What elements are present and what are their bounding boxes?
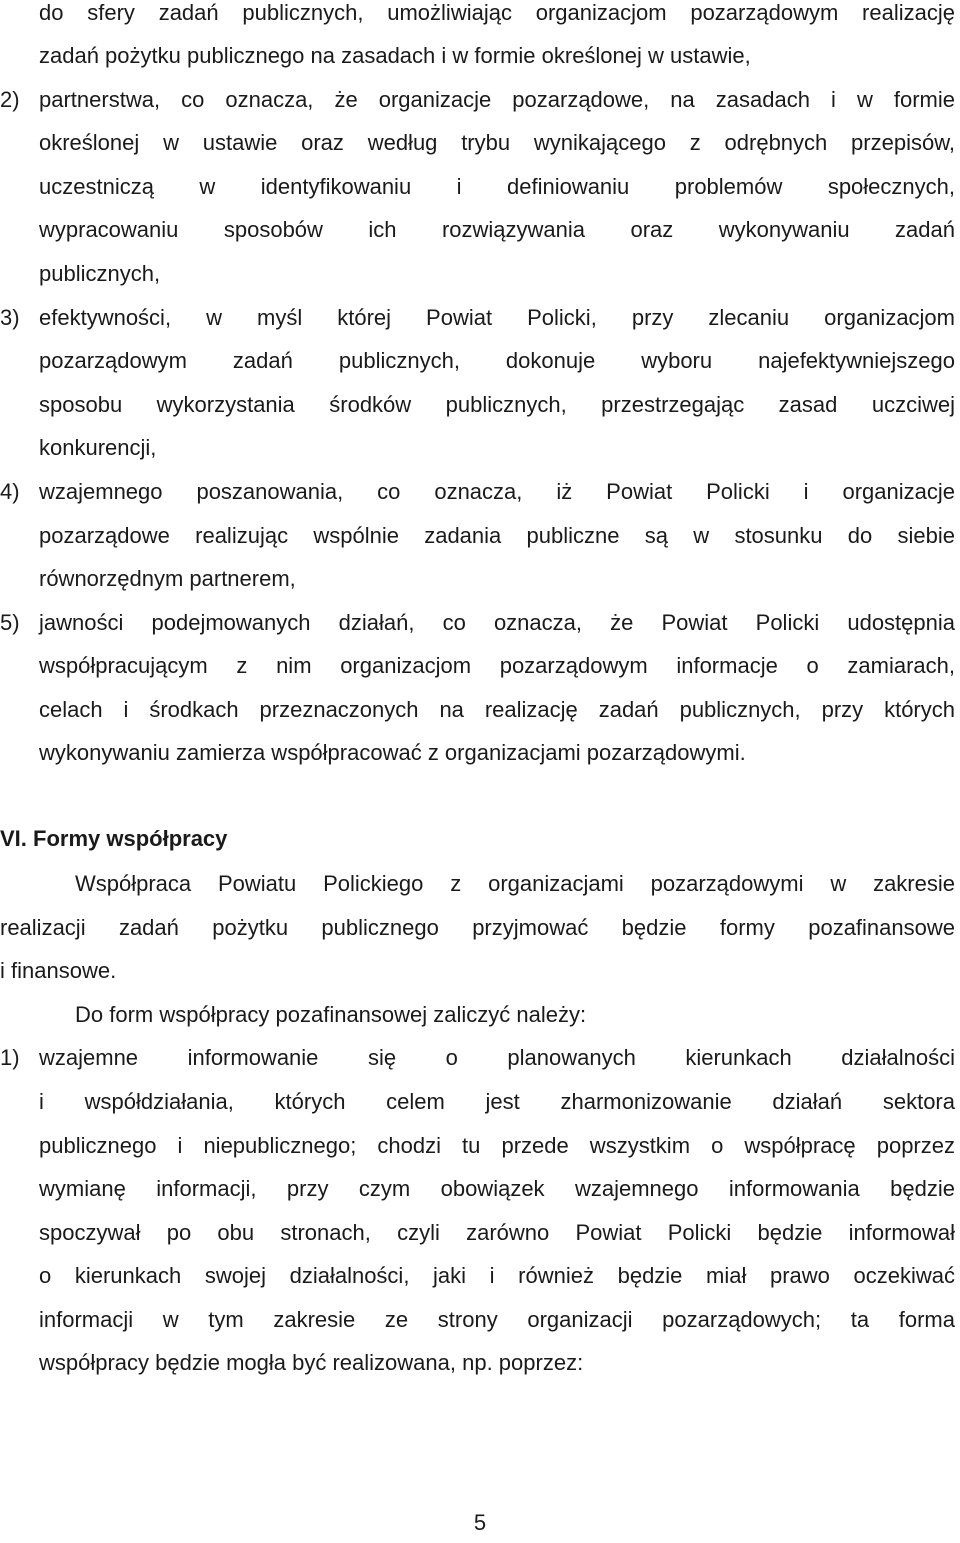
text-line: sposobu wykorzystania środków publicznych, przestrzegając zasad uczciwej	[39, 392, 955, 417]
text-line: i finansowe.	[0, 958, 117, 983]
list-number: 5)	[0, 610, 20, 635]
text-line: współpracy będzie mogła być realizowana, np. poprzez:	[39, 1350, 584, 1375]
text-line: publicznego i niepublicznego; chodzi tu przede wszystkim o współpracę poprzez	[39, 1133, 955, 1158]
text-line: wykonywaniu zamierza współpracować z organizacjami pozarządowymi.	[39, 740, 746, 765]
text-line: jawności podejmowanych działań, co oznacza, że Powiat Policki udostępnia	[39, 610, 955, 635]
text-line: określonej w ustawie oraz według trybu wynikającego z odrębnych przepisów,	[39, 130, 955, 155]
text-line: wymianę informacji, przy czym obowiązek wzajemnego informowania będzie	[39, 1176, 955, 1201]
text-line: równorzędnym partnerem,	[39, 566, 296, 591]
list-number: 3)	[0, 305, 20, 330]
text-line: efektywności, w myśl której Powiat Policki, przy zlecaniu organizacjom	[39, 305, 955, 330]
text-line: informacji w tym zakresie ze strony organizacji pozarządowych; ta forma	[39, 1307, 955, 1332]
text-line: Do form współpracy pozafinansowej zaliczyć należy:	[75, 1002, 587, 1027]
text-line: Współpraca Powiatu Polickiego z organizacjami pozarządowymi w zakresie	[75, 871, 955, 896]
text-line: i współdziałania, których celem jest zharmonizowanie działań sektora	[39, 1089, 955, 1114]
text-line: wzajemnego poszanowania, co oznacza, iż Powiat Policki i organizacje	[39, 479, 955, 504]
text-line: zadań pożytku publicznego na zasadach i w formie określonej w ustawie,	[39, 43, 751, 68]
text-line: wzajemne informowanie się o planowanych kierunkach działalności	[39, 1045, 955, 1070]
text-line: partnerstwa, co oznacza, że organizacje pozarządowe, na zasadach i w formie	[39, 87, 955, 112]
list-number: 1)	[0, 1045, 20, 1070]
text-line: uczestniczą w identyfikowaniu i definiowaniu problemów społecznych,	[39, 174, 955, 199]
text-line: wypracowaniu sposobów ich rozwiązywania oraz wykonywaniu zadań	[39, 217, 955, 242]
text-line: do sfery zadań publicznych, umożliwiając organizacjom pozarządowym realizację	[39, 0, 955, 25]
list-number: 2)	[0, 87, 20, 112]
text-line: celach i środkach przeznaczonych na realizację zadań publicznych, przy których	[39, 697, 955, 722]
text-line: konkurencji,	[39, 435, 157, 460]
text-line: spoczywał po obu stronach, czyli zarówno Powiat Policki będzie informował	[39, 1220, 955, 1245]
text-line: publicznych,	[39, 261, 161, 286]
page-number: 5	[473, 1510, 487, 1535]
text-line: współpracującym z nim organizacjom pozarządowym informacje o zamiarach,	[39, 653, 955, 678]
section-heading: VI. Formy współpracy	[0, 826, 228, 851]
text-line: realizacji zadań pożytku publicznego przyjmować będzie formy pozafinansowe	[0, 915, 955, 940]
text-line: o kierunkach swojej działalności, jaki i również będzie miał prawo oczekiwać	[39, 1263, 955, 1288]
list-number: 4)	[0, 479, 20, 504]
text-line: pozarządowe realizując wspólnie zadania publiczne są w stosunku do siebie	[39, 523, 955, 548]
text-line: pozarządowym zadań publicznych, dokonuje wyboru najefektywniejszego	[39, 348, 955, 373]
